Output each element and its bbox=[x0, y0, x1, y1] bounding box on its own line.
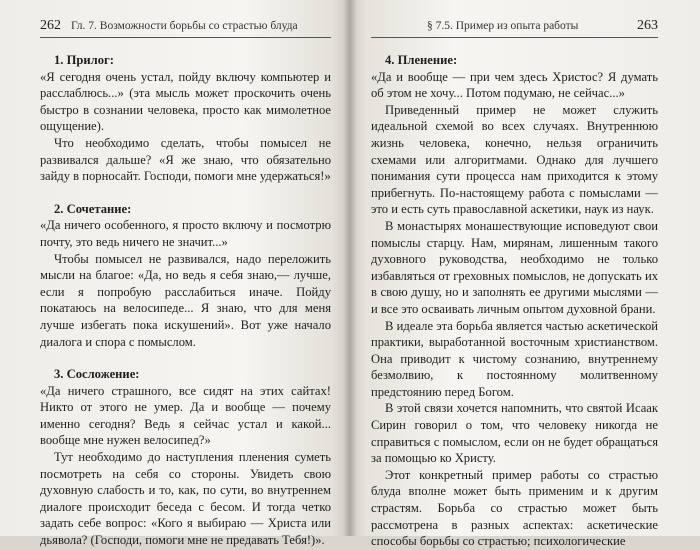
left-page-body bbox=[40, 52, 331, 549]
paragraph: «Я сегодня очень устал, пойду включу компьютер и расслаблюсь...» (эта мысль может проскочить очень быстро в сознании человека, просто как мимолетное ощущение). bbox=[40, 69, 331, 134]
section-heading-plenenie: 4. Пленение: bbox=[385, 53, 458, 67]
paragraph: Что необходимо сделать, чтобы помысел не развивался дальше? «Я же знаю, что обязательно зайду в порносайт. Господи, помоги мне удержаться!» bbox=[40, 135, 331, 184]
left-page-number: 262 bbox=[40, 18, 61, 33]
right-page-header bbox=[371, 18, 658, 38]
paragraph: «Да и вообще — при чем здесь Христос? Я думать об этом не хочу... Потом подумаю, не сейчас...» bbox=[371, 69, 658, 101]
left-running-head: Гл. 7. Возможности борьбы со страстью блуда bbox=[71, 20, 298, 32]
left-page bbox=[0, 0, 349, 548]
section-heading-sochetanie: 2. Сочетание: bbox=[54, 201, 132, 216]
paragraph: Этот конкретный пример работы со страстью блуда вполне может быть применим и к другим страстям. Борьба со страстью может быть рассмотрена в разных аспектах: аскетические способы борьбы со страстью; психологические bbox=[371, 467, 658, 549]
paragraph: Чтобы помысел не развивался, надо переложить мысли на благое: «Да, но ведь я себя знаю,— лучше, если я попробую расслабиться иначе. Пойду покатаюсь на велосипеде... Я знаю, что для меня лучше избегать пока искушений». Вот уже начало диалога и спора с помыслом. bbox=[40, 251, 331, 349]
left-page-header bbox=[40, 18, 331, 38]
paragraph: «Да ничего страшного, все сидят на этих сайтах! Никто от этого не умер. Да и вообще — почему именно сегодня? Ведь я сейчас устал и какой... вообще мне нужен велосипед?» bbox=[40, 383, 331, 448]
right-page-number: 263 bbox=[637, 18, 658, 33]
right-page-body bbox=[371, 52, 658, 550]
paragraph: В этой связи хочется напомнить, что святой Исаак Сирин говорил о том, что человеку никогда не справиться с помыслом, если он не будет обращаться за помощью ко Христу. bbox=[371, 401, 658, 466]
section-heading-soslozhenie: 3. Сосложение: bbox=[54, 367, 140, 382]
paragraph: «Да ничего особенного, я просто включу и посмотрю почту, это ведь ничего не значит...» bbox=[40, 218, 331, 249]
paragraph: В идеале эта борьба является частью аскетической практики, выработанной восточным христианством. Она приводит к чистому сознанию, внутреннему безмолвию, к постоянному молитвенному предстоянию перед Богом. bbox=[371, 318, 658, 399]
paragraph: В монастырях монашествующие исповедуют свои помыслы старцу. Нам, мирянам, лишенным такого духовного руководства, необходимо не только избавляться от греховных помыслов, не допускать их в свою душу, но и заполнять ее другими мыслями — и все это осваивать личным опытом духовной брани. bbox=[371, 218, 658, 316]
right-page bbox=[349, 0, 700, 549]
right-running-head: § 7.5. Пример из опыта работы bbox=[427, 20, 579, 32]
paragraph: Тут необходимо до наступления пленения суметь посмотреть на себя со стороны. Увидеть свою духовную слабость и то, как, по сути, во внутреннем диалоге происходит беседа с бесом. И тогда четко задать себе вопрос: «Кого я выбираю — Христа или дьявола? (Господи, помоги мне не предавать Тебя!)». bbox=[40, 450, 331, 548]
section-heading-prilog: 1. Прилог: bbox=[54, 53, 114, 67]
paragraph: Приведенный пример не может служить идеальной схемой во всех случаях. Внутреннюю жизнь человека, конечно, нельзя ограничить схемами или алгоритмами. Однако для лучшего понимания сути процесса нам приходится к этому прибегнуть. По-настоящему работа с помыслами — это и есть суть православной аскетики, наук из наук. bbox=[371, 102, 658, 217]
